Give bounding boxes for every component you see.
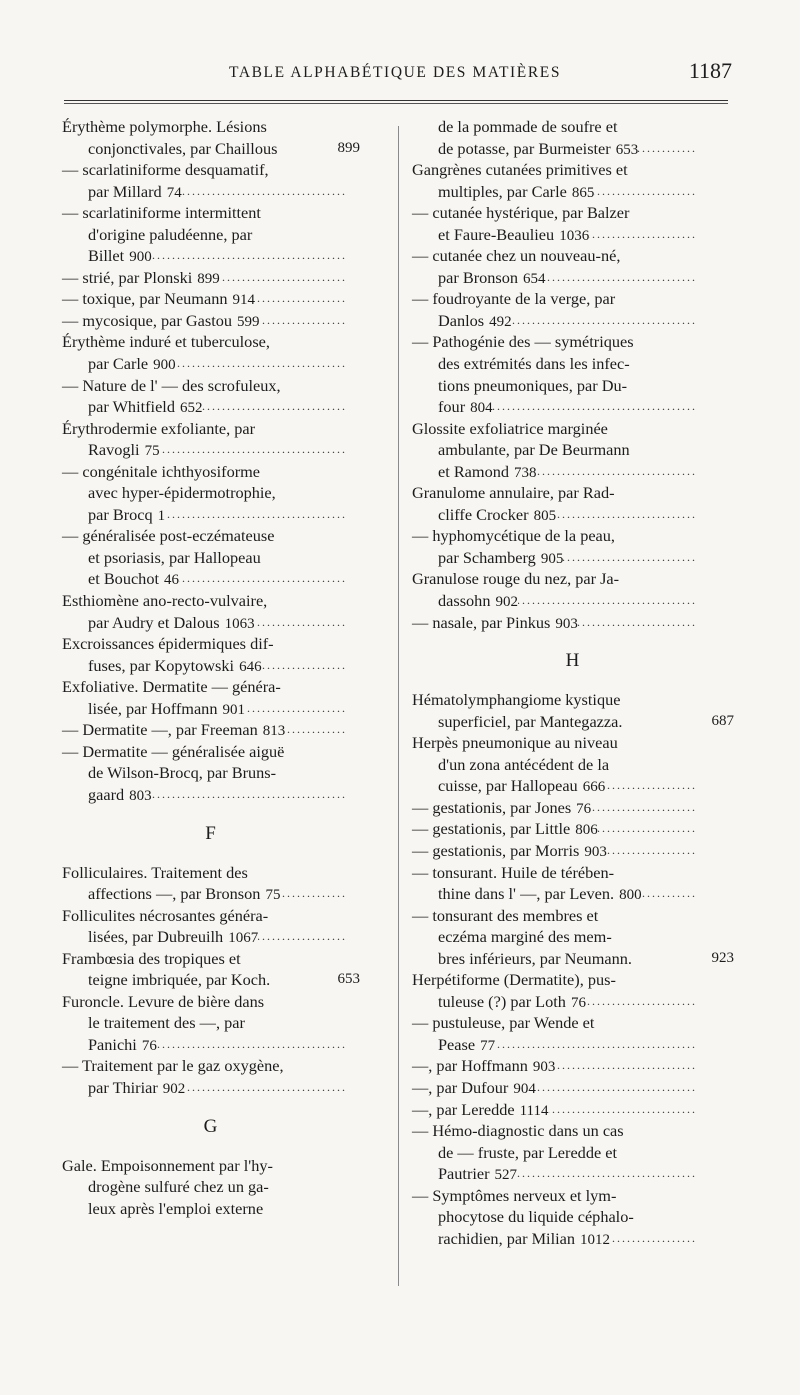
index-entry-line (412, 375, 734, 397)
entry-page-number: 76 (139, 1038, 157, 1054)
entry-page-number: 1063 (222, 616, 255, 632)
index-entry-line (412, 267, 734, 289)
entry-text: affections —, par Bronson (62, 883, 262, 905)
entry-text: Gale. Empoisonnement par l'hy- (62, 1155, 273, 1175)
entry-text: — cutanée hystérique, par Balzer (412, 203, 630, 223)
index-entry-line (62, 547, 360, 569)
entry-text: — gestationis, par Morris (412, 840, 580, 860)
entry-text: — nasale, par Pinkus (412, 612, 551, 632)
index-column-left (62, 116, 360, 1219)
header-rule-thin (64, 103, 728, 104)
entry-text: et Bouchot (62, 568, 161, 590)
entry-text: — Hémo-diagnostic dans un cas (412, 1121, 624, 1141)
index-entry-line (412, 353, 734, 375)
entry-text: Folliculaires. Traitement des (62, 862, 248, 882)
entry-text: — foudroyante de la verge, par (412, 289, 616, 309)
index-entry-line (412, 948, 734, 970)
entry-text: de potasse, par Burmeister (412, 138, 613, 160)
entry-text: Érythème polymorphe. Lésions (62, 117, 267, 136)
entry-page-number: 687 (711, 712, 734, 729)
index-entry-line (412, 396, 734, 418)
entry-text: — scarlatiniforme desquamatif, (62, 160, 269, 180)
running-title: TABLE ALPHABÉTIQUE DES MATIÈRES (229, 64, 562, 81)
entry-text: et Faure-Beaulieu (412, 224, 556, 246)
index-entry-line (412, 711, 734, 733)
entry-page-number: 813 (260, 723, 286, 739)
entry-text: bres inférieurs, par Neumann. (438, 948, 632, 968)
column-divider (398, 126, 399, 1286)
entry-text: Érythème induré et tuberculose, (62, 332, 270, 352)
entry-text: drogène sulfuré chez un ga- (88, 1177, 269, 1197)
index-entry-line (62, 159, 360, 181)
index-entry-line (62, 461, 360, 483)
index-entry-line (412, 1228, 734, 1250)
index-entry-line (62, 375, 360, 397)
index-entry-line (62, 418, 360, 440)
entry-text: et Ramond (412, 461, 511, 483)
entry-text: par Carle (62, 353, 150, 375)
entry-text: Panichi (62, 1034, 139, 1056)
index-entry-line (412, 754, 734, 776)
entry-page-number: 923 (711, 949, 734, 966)
entry-text: — Dermatite — généralisée aiguë (62, 741, 285, 761)
entry-page-number: 653 (613, 142, 639, 158)
entry-page-number: 903 (581, 844, 607, 860)
entry-text: de — fruste, par Leredde et (438, 1142, 618, 1162)
entry-text: — scarlatiniforme intermittent (62, 203, 261, 223)
entry-text: — gestationis, par Jones (412, 797, 572, 817)
index-entry-line (62, 1077, 360, 1099)
entry-text: tions pneumoniques, par Du- (438, 375, 628, 395)
index-entry-line (412, 547, 734, 569)
index-entry-line (412, 1034, 734, 1056)
entry-text: Herpès pneumonique au niveau (412, 733, 618, 753)
entry-text: — strié, par Plonski (62, 267, 193, 287)
index-entry-line (62, 905, 360, 927)
index-entry-line (62, 224, 360, 246)
entry-text: rachidien, par Milian (412, 1228, 577, 1250)
entry-text: — Dermatite —, par Freeman (62, 720, 258, 740)
index-entry-line (412, 116, 734, 138)
index-entry-line (412, 1055, 734, 1077)
entry-text: Excroissances épidermiques dif- (62, 634, 274, 654)
entry-page-number: 902 (492, 594, 518, 610)
entry-page-number: 738 (511, 465, 537, 481)
index-entry-line (412, 590, 734, 612)
entry-text: Gangrènes cutanées primitives et (412, 160, 628, 180)
entry-text: par Brocq (62, 504, 155, 526)
entry-text: par Audry et Dalous (62, 612, 222, 634)
entry-text: Frambœsia des tropiques et (62, 948, 241, 968)
entry-page-number: 902 (160, 1081, 186, 1097)
index-entry-line (412, 461, 734, 483)
entry-text: dassohn (412, 590, 492, 612)
index-column-right (412, 116, 734, 1249)
entry-text: —, par Dufour (412, 1077, 509, 1097)
entry-text: Hématolymphangiome kystique (412, 690, 621, 710)
entry-text: — gestationis, par Little (412, 819, 571, 839)
entry-text: — Pathogénie des — symétriques (412, 332, 634, 352)
entry-text: Folliculites nécrosantes généra- (62, 905, 269, 925)
entry-page-number: 646 (236, 659, 262, 675)
entry-text: Pautrier (412, 1163, 492, 1185)
index-entry-line (62, 181, 360, 203)
index-entry-line (412, 797, 734, 819)
index-entry-line (62, 1155, 360, 1177)
index-entry-line (412, 310, 734, 332)
entry-text: tuleuse (?) par Loth (412, 991, 568, 1013)
entry-text: gaard (62, 784, 126, 806)
entry-text: Billet (62, 245, 126, 267)
entry-text: et psoriasis, par Hallopeau (88, 547, 261, 567)
index-entry-line (62, 676, 360, 698)
entry-page-number: 599 (234, 314, 260, 330)
entry-text: multiples, par Carle (412, 181, 569, 203)
entry-text: superficiel, par Mantegazza. (438, 711, 623, 731)
index-entry-line (62, 655, 360, 677)
header-rule (64, 100, 728, 101)
entry-text: d'origine paludéenne, par (88, 224, 253, 244)
index-entry-line (412, 202, 734, 224)
entry-text: — hyphomycétique de la peau, (412, 526, 615, 546)
index-entry-line (412, 969, 734, 991)
index-entry-line (412, 612, 734, 634)
index-entry-line (412, 439, 734, 461)
entry-text: — mycosique, par Gastou (62, 310, 233, 330)
entry-page-number: 899 (194, 271, 220, 287)
entry-page-number: 76 (568, 995, 586, 1011)
entry-page-number: 1036 (556, 228, 589, 244)
entry-text: thine dans l' —, par Leven. (412, 883, 616, 905)
index-entry-line (62, 741, 360, 763)
entry-text: d'un zona antécédent de la (438, 754, 610, 774)
index-entry-line (412, 224, 734, 246)
index-entry-line (62, 969, 360, 991)
entry-text: avec hyper-épidermotrophie, (88, 483, 276, 503)
entry-page-number: 46 (161, 572, 179, 588)
entry-text: Érythrodermie exfoliante, par (62, 418, 256, 438)
index-entry-line (412, 245, 734, 267)
entry-page-number: 75 (142, 443, 160, 459)
entry-text: eczéma marginé des mem- (438, 927, 612, 947)
index-entry-line (412, 775, 734, 797)
index-entry-line (62, 590, 360, 612)
entry-page-number: 904 (510, 1081, 536, 1097)
entry-page-number: 1 (155, 508, 166, 524)
index-entry-line (62, 1034, 360, 1056)
entry-page-number: 666 (580, 779, 606, 795)
index-entry-line (62, 926, 360, 948)
entry-page-number: 74 (164, 185, 182, 201)
entry-page-number: 1067 (225, 930, 258, 946)
index-entry-line (412, 1142, 734, 1164)
index-entry-line (62, 504, 360, 526)
index-entry-line (62, 612, 360, 634)
section-letter: H (565, 650, 581, 672)
index-entry-line (412, 181, 734, 203)
entry-text: —, par Hoffmann (412, 1056, 528, 1076)
entry-text: four (412, 396, 467, 418)
index-entry-line (412, 991, 734, 1013)
index-entry-line (62, 439, 360, 461)
entry-text: — Nature de l' — des scrofuleux, (62, 375, 281, 395)
index-entry-line (62, 568, 360, 590)
entry-text: ambulante, par De Beurmann (438, 440, 630, 460)
entry-text: lisée, par Hoffmann (62, 698, 219, 720)
index-entry-line (62, 267, 360, 289)
index-entry-line (62, 698, 360, 720)
entry-page-number: 900 (150, 357, 176, 373)
entry-text: Glossite exfoliatrice marginée (412, 418, 608, 438)
index-entry-line (412, 840, 734, 862)
entry-page-number: 803 (126, 788, 152, 804)
index-entry-line (62, 138, 360, 160)
index-entry-line (62, 331, 360, 353)
index-entry-line (412, 1077, 734, 1099)
entry-page-number: 653 (337, 971, 360, 988)
entry-page-number: 527 (492, 1167, 518, 1183)
entry-text: phocytose du liquide céphalo- (438, 1207, 634, 1227)
index-entry-line (62, 784, 360, 806)
index-entry-line (412, 138, 734, 160)
section-letter: F (205, 822, 217, 844)
index-entry-line (62, 883, 360, 905)
entry-text: cliffe Crocker (412, 504, 531, 526)
entry-page-number: 76 (573, 801, 591, 817)
entry-text: — généralisée post-eczémateuse (62, 526, 275, 546)
index-entry-line (62, 288, 360, 310)
entry-text: — congénitale ichthyosiforme (62, 461, 261, 481)
entry-text: lisées, par Dubreuilh (62, 926, 225, 948)
index-entry-line (62, 310, 360, 332)
index-entry-line (412, 159, 734, 181)
entry-page-number: 1012 (577, 1232, 610, 1248)
entry-text: des extrémités dans les infec- (438, 354, 630, 374)
entry-text: de Wilson-Brocq, par Bruns- (88, 763, 277, 783)
entry-text: Herpétiforme (Dermatite), pus- (412, 970, 616, 990)
entry-page-number: 77 (477, 1038, 495, 1054)
entry-page-number: 75 (262, 887, 280, 903)
entry-text: — tonsurant des membres et (412, 905, 599, 925)
entry-page-number: 805 (531, 508, 557, 524)
index-entry-line (62, 1176, 360, 1198)
index-entry-line (62, 396, 360, 418)
index-entry-line (412, 689, 734, 711)
entry-page-number: 903 (530, 1059, 556, 1075)
entry-text: Pease (412, 1034, 477, 1056)
entry-text: Granulome annulaire, par Rad- (412, 483, 615, 503)
index-entry-line (62, 245, 360, 267)
entry-text: Furoncle. Levure de bière dans (62, 991, 265, 1011)
entry-text: — cutanée chez un nouveau-né, (412, 246, 621, 266)
index-entry-line (412, 732, 734, 754)
index-entry-line (62, 353, 360, 375)
index-entry-line (412, 525, 734, 547)
index-entry-line (412, 288, 734, 310)
index-entry-line (412, 883, 734, 905)
entry-page-number: 492 (486, 314, 512, 330)
entry-page-number: 899 (337, 139, 360, 156)
index-entry-line (412, 862, 734, 884)
index-entry-line (412, 504, 734, 526)
entry-text: fuses, par Kopytowski (62, 655, 236, 677)
entry-page-number: 806 (572, 822, 598, 838)
index-entry-line (62, 948, 360, 970)
entry-text: Granulose rouge du nez, par Ja- (412, 569, 620, 589)
entry-text: — pustuleuse, par Wende et (412, 1013, 595, 1033)
entry-text: —, par Leredde (412, 1099, 515, 1119)
index-entry-line (412, 1163, 734, 1185)
index-entry-line (62, 719, 360, 741)
index-entry-line (412, 1120, 734, 1142)
entry-page-number: 654 (520, 271, 546, 287)
entry-page-number: 903 (552, 616, 578, 632)
entry-page-number: 1114 (517, 1103, 549, 1119)
index-entry-line (62, 482, 360, 504)
index-entry-line (412, 905, 734, 927)
entry-text: par Thiriar (62, 1077, 160, 1099)
entry-page-number: 652 (177, 400, 203, 416)
entry-text: Danlos (412, 310, 486, 332)
index-entry-line (412, 1099, 734, 1121)
entry-text: — Symptômes nerveux et lym- (412, 1185, 617, 1205)
entry-text: leux après l'emploi externe (88, 1198, 264, 1218)
entry-page-number: 865 (569, 185, 595, 201)
entry-text: de la pommade de soufre et (438, 117, 618, 136)
index-entry-line (62, 862, 360, 884)
index-entry-line (412, 1012, 734, 1034)
entry-text: par Schamberg (412, 547, 538, 569)
entry-page-number: 905 (538, 551, 564, 567)
index-entry-line (62, 116, 360, 138)
index-entry-line (412, 331, 734, 353)
index-entry-line (62, 633, 360, 655)
entry-text: par Whitfield (62, 396, 177, 418)
index-entry-line (62, 1055, 360, 1077)
index-entry-line (62, 1012, 360, 1034)
page-number: 1187 (688, 58, 732, 83)
page-header (64, 58, 734, 94)
entry-text: Ravogli (62, 439, 142, 461)
entry-text: — toxique, par Neumann (62, 289, 228, 309)
index-entry-line (412, 568, 734, 590)
entry-text: Exfoliative. Dermatite — généra- (62, 677, 281, 697)
index-entry-line (412, 1206, 734, 1228)
index-entry-line (412, 818, 734, 840)
section-letter: G (203, 1115, 219, 1137)
index-entry-line (62, 202, 360, 224)
index-entry-line (62, 525, 360, 547)
index-entry-line (62, 1198, 360, 1220)
index-entry-line (412, 926, 734, 948)
entry-page-number: 914 (229, 292, 255, 308)
index-entry-line (62, 762, 360, 784)
entry-page-number: 800 (616, 887, 642, 903)
entry-text: conjonctivales, par Chaillous (88, 138, 278, 158)
entry-page-number: 901 (219, 702, 245, 718)
entry-text: cuisse, par Hallopeau (412, 775, 580, 797)
entry-text: par Bronson (412, 267, 520, 289)
index-entry-line (412, 1185, 734, 1207)
entry-text: — tonsurant. Huile de térében- (412, 862, 615, 882)
index-entry-line (62, 991, 360, 1013)
entry-text: le traitement des —, par (88, 1013, 245, 1033)
index-entry-line (412, 418, 734, 440)
index-entry-line (412, 482, 734, 504)
entry-text: par Millard (62, 181, 164, 203)
entry-text: Esthiomène ano-recto-vulvaire, (62, 591, 268, 611)
entry-page-number: 900 (126, 249, 152, 265)
entry-page-number: 804 (467, 400, 493, 416)
entry-text: — Traitement par le gaz oxygène, (62, 1056, 284, 1076)
entry-text: teigne imbriquée, par Koch. (88, 970, 271, 990)
